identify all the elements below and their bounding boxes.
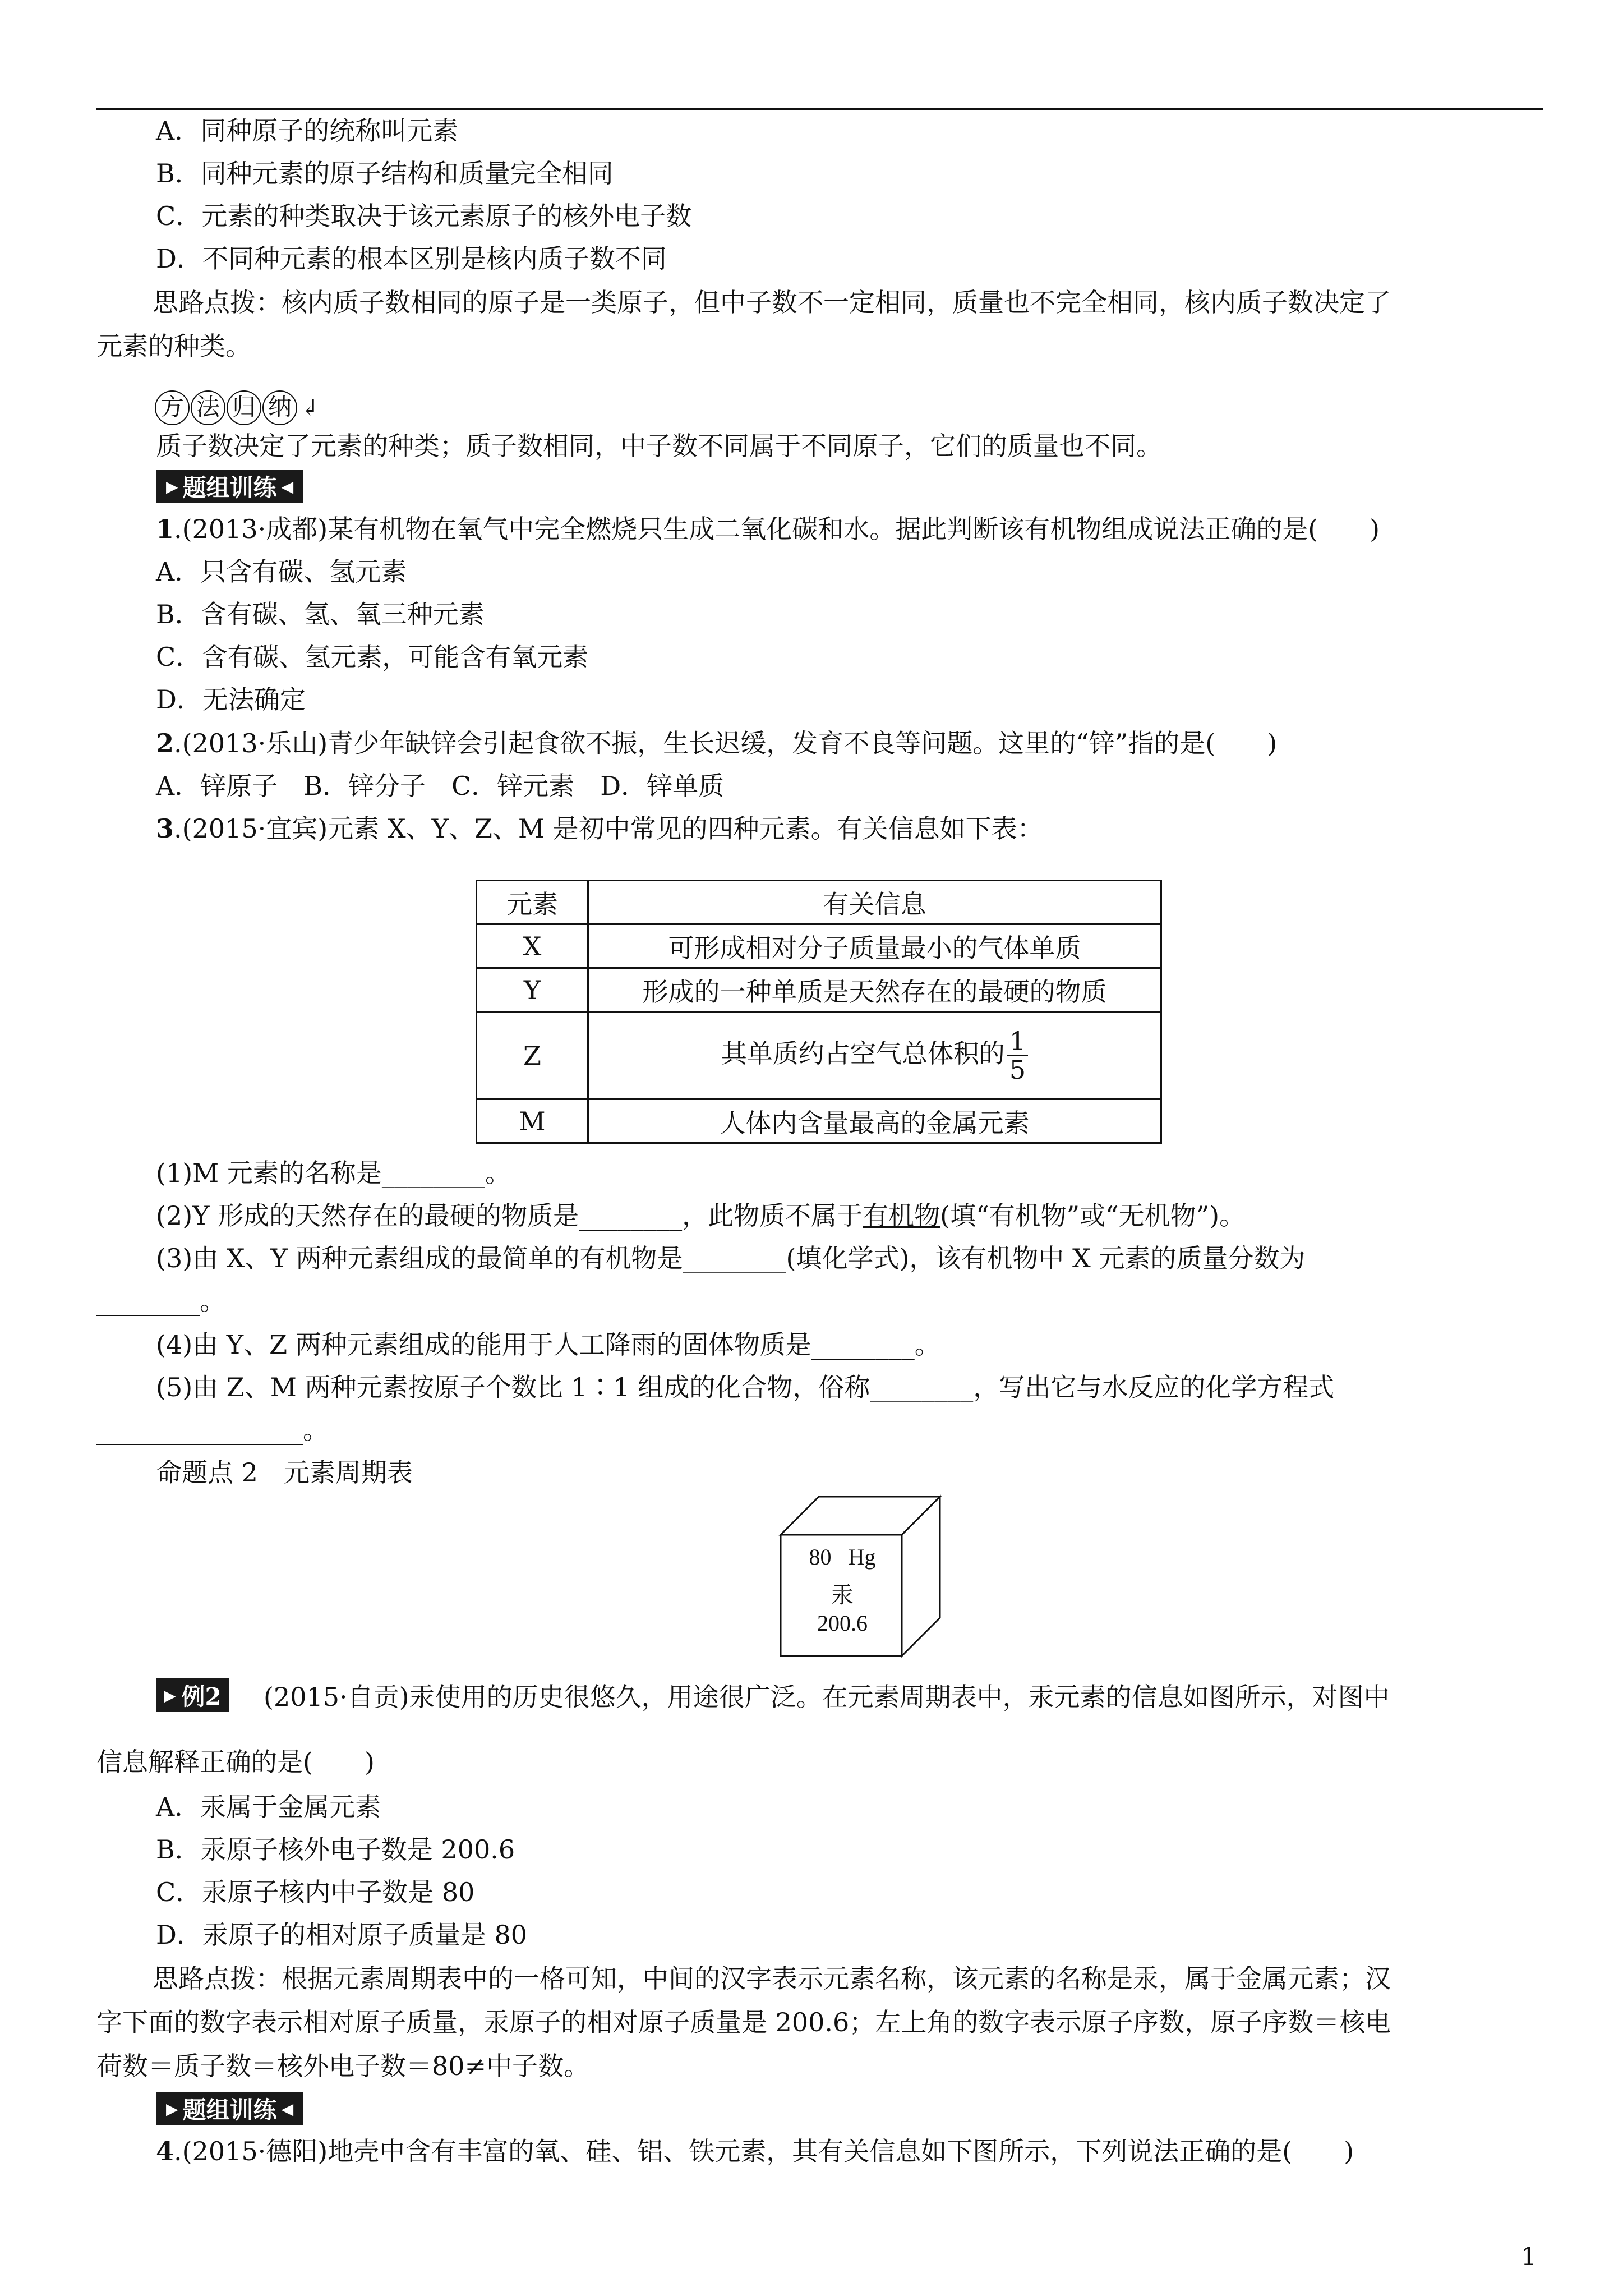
method-char: 方 [155, 390, 190, 425]
q3-sub-4: (4)由 Y、Z 两种元素组成的能用于人工降雨的固体物质是________。 [156, 1329, 940, 1360]
table-cell: Y [477, 968, 588, 1012]
method-summary-tag [155, 390, 320, 425]
hint-line: 荷数＝质子数＝核外电子数＝80≠中子数。 [96, 2051, 590, 2081]
method-text: 质子数决定了元素的种类；质子数相同，中子数不同属于不同原子，它们的质量也不同。 [156, 431, 1162, 461]
ex2-option-a: A．汞属于金属元素 [156, 1792, 381, 1822]
table-cell: Z [477, 1012, 588, 1099]
table-row [477, 1099, 1161, 1143]
q3-sub-2 [156, 1202, 1245, 1230]
element-name: 汞 [831, 1582, 854, 1608]
page-number: 1 [1521, 2243, 1537, 2271]
q3-sub-3: (3)由 X、Y 两种元素组成的最简单的有机物是________(填化学式)，该有机物中 X 元素的质量分数为 [156, 1243, 1306, 1273]
q2-options: A．锌原子 B．锌分子 C．锌元素 D．锌单质 [156, 771, 725, 801]
table-cell [588, 1012, 1161, 1099]
table-cell: 人体内含量最高的金属元素 [588, 1099, 1161, 1143]
q3-sub-2-text: (填“有机物”或“无机物”)。 [940, 1200, 1246, 1231]
q1-option-b: B．含有碳、氢、氧三种元素 [156, 599, 485, 629]
question-text: .(2013·成都)某有机物在氧气中完全燃烧只生成二氧化碳和水。据此判断该有机物组成说法正确的是( ) [174, 514, 1380, 544]
question-text: .(2013·乐山)青少年缺锌会引起食欲不振，生长迟缓，发育不良等问题。这里的“锌”指的是( ) [174, 728, 1278, 758]
hint-line: 思路点拨：根据元素周期表中的一格可知，中间的汉字表示元素名称，该元素的名称是汞，属于金属元素；汉 [153, 1963, 1391, 1994]
table-cell: 形成的一种单质是天然存在的最硬的物质 [588, 968, 1161, 1012]
question-number: 1 [156, 514, 174, 544]
question-3 [156, 815, 1043, 843]
element-info-table [476, 880, 1162, 1144]
table-header-row [477, 881, 1161, 924]
question-1 [156, 515, 1380, 544]
q1-option-a: A．只含有碳、氢元素 [156, 556, 407, 587]
element-mass: 200.6 [817, 1611, 868, 1636]
training-label: 题组训练 [182, 2096, 277, 2124]
example-label: 例2 [181, 1683, 222, 1710]
method-char: 纳 [262, 390, 297, 425]
ex2-option-b: B．汞原子核外电子数是 200.6 [156, 1834, 515, 1865]
fraction [1007, 1025, 1028, 1085]
method-char: 归 [227, 390, 261, 425]
q3-sub-5-cont: ________________。 [96, 1415, 329, 1445]
q1-option-d: D．无法确定 [156, 684, 306, 715]
method-char: 法 [191, 390, 225, 425]
option-d: D．不同种元素的根本区别是核内质子数不同 [156, 243, 667, 274]
ex2-option-d: D．汞原子的相对原子质量是 80 [156, 1920, 528, 1950]
option-c: C．元素的种类取决于该元素原子的核外电子数 [156, 201, 692, 231]
q3-sub-2-underlined: 有机物 [863, 1200, 940, 1231]
table-row [477, 968, 1161, 1012]
option-b: B．同种元素的原子结构和质量完全相同 [156, 158, 614, 188]
question-number: 2 [156, 728, 174, 758]
section-title: 命题点 2 元素周期表 [156, 1457, 413, 1488]
question-4 [156, 2137, 1354, 2166]
training-tag [156, 470, 303, 503]
fraction-denominator: 5 [1009, 1055, 1026, 1085]
element-card [776, 1492, 944, 1660]
element-number-symbol [792, 1544, 893, 1570]
question-text: .(2015·德阳)地壳中含有丰富的氧、硅、铝、铁元素，其有关信息如下图所示，下列说法正确的是( ) [174, 2136, 1354, 2166]
hint-line: 字下面的数字表示相对原子质量，汞原子的相对原子质量是 200.6；左上角的数字表示原子序数，原子序数＝核电 [96, 2007, 1391, 2037]
question-text: .(2015·宜宾)元素 X、Y、Z、M 是初中常见的四种元素。有关信息如下表： [174, 813, 1043, 844]
q3-sub-3-cont: ________。 [96, 1286, 225, 1316]
example-text: 信息解释正确的是( ) [96, 1747, 375, 1777]
q3-sub-1: (1)M 元素的名称是________。 [156, 1158, 511, 1188]
q1-option-c: C．含有碳、氢元素，可能含有氧元素 [156, 642, 589, 672]
example-text: (2015·自贡)汞使用的历史很悠久，用途很广泛。在元素周期表中，汞元素的信息如图所示，对图中 [264, 1682, 1390, 1712]
fraction-numerator: 1 [1007, 1028, 1028, 1056]
hint-line: 思路点拨：核内质子数相同的原子是一类原子，但中子数不一定相同，质量也不完全相同，核内质子数决定了 [153, 287, 1391, 318]
table-cell: 可形成相对分子质量最小的气体单质 [588, 924, 1161, 968]
element-number: 80 [809, 1544, 832, 1570]
q3-sub-5: (5)由 Z、M 两种元素按原子个数比 1∶1 组成的化合物，俗称________，写出它与水反应的化学方程式 [156, 1372, 1335, 1402]
table-header: 元素 [477, 881, 588, 924]
example-tag [156, 1678, 229, 1712]
q3-sub-2-text: (2)Y 形成的天然存在的最硬的物质是________，此物质不属于 [156, 1200, 863, 1231]
hint-line: 元素的种类。 [96, 331, 251, 361]
training-label: 题组训练 [182, 474, 277, 501]
corner-arrow-icon: ↲ [301, 395, 320, 421]
table-header: 有关信息 [588, 881, 1161, 924]
table-row [477, 1012, 1161, 1099]
play-triangle-icon: ▶ [166, 2099, 178, 2118]
question-number: 4 [156, 2136, 174, 2166]
back-triangle-icon: ◀ [281, 2099, 294, 2118]
play-triangle-icon: ▶ [166, 477, 178, 496]
question-2 [156, 729, 1277, 758]
header-rule [96, 108, 1543, 110]
question-number: 3 [156, 813, 174, 844]
ex2-option-c: C．汞原子核内中子数是 80 [156, 1877, 475, 1907]
play-triangle-icon: ▶ [164, 1686, 176, 1705]
table-row [477, 924, 1161, 968]
training-tag [156, 2092, 303, 2125]
back-triangle-icon: ◀ [281, 477, 294, 496]
table-cell: X [477, 924, 588, 968]
table-cell: M [477, 1099, 588, 1143]
element-symbol: Hg [848, 1544, 876, 1570]
option-a: A．同种原子的统称叫元素 [156, 116, 459, 146]
table-cell-text: 其单质约占空气总体积的 [721, 1038, 1005, 1069]
